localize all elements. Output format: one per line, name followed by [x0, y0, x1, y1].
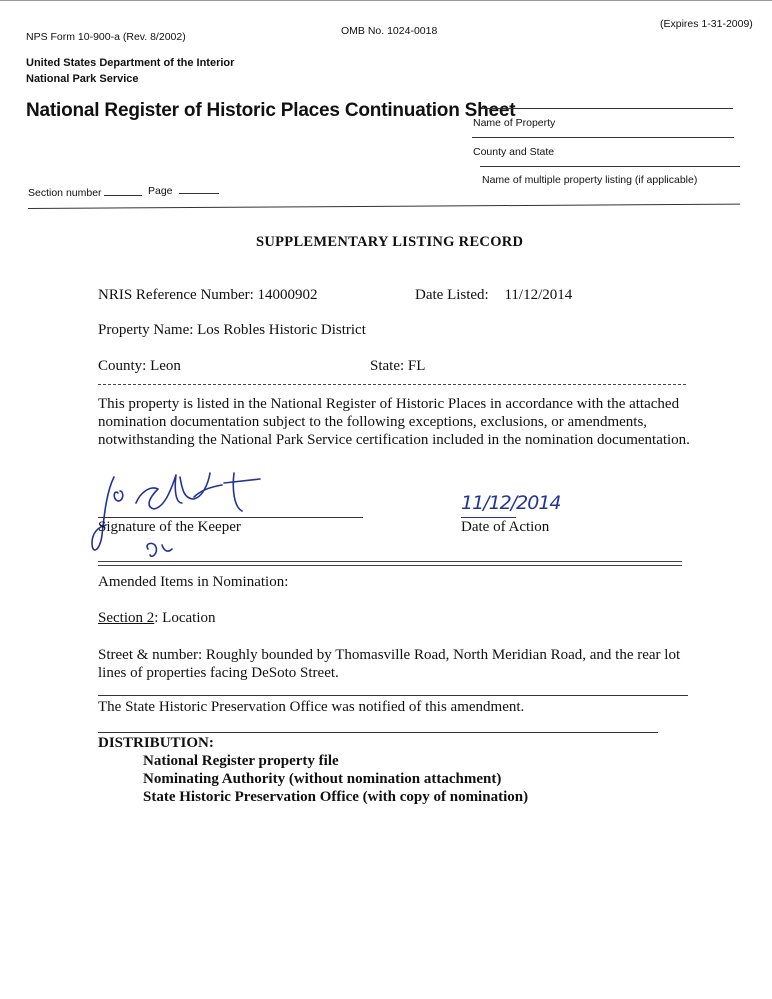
date-listed-label: Date Listed:: [415, 287, 489, 303]
signature-line: [98, 517, 363, 518]
distribution-item: Nominating Authority (without nomination attachment): [143, 771, 502, 787]
amended-heading: Amended Items in Nomination:: [98, 574, 289, 590]
county-state-label: County and State: [473, 146, 555, 158]
listing-statement: This property is listed in the National Register of Historic Places in accordance with the attached nomination documentation subject to the following exceptions, exclusions, or amendments, notwithstanding the National Park Service certification included in the nomination documentation.: [98, 396, 690, 448]
distribution-heading: DISTRIBUTION:: [98, 735, 214, 751]
form-number: NPS Form 10-900-a (Rev. 8/2002): [26, 31, 186, 43]
multiple-listing-label: Name of multiple property listing (if applicable): [482, 174, 698, 186]
amendment-line-1: [98, 695, 688, 696]
distribution-item: State Historic Preservation Office (with copy of nomination): [143, 789, 529, 805]
section-number-field: [28, 185, 142, 199]
page-field: [148, 183, 219, 197]
section-number-label: Section number: [28, 187, 102, 199]
date-underline: [461, 517, 516, 518]
street-number: Street & number: Roughly bounded by Thomasville Road, North Meridian Road, and the rear lot lines of properties facing DeSoto Street.: [98, 647, 681, 681]
section-location: [98, 610, 215, 627]
date-listed-value: 11/12/2014: [504, 287, 573, 303]
shpo-note: The State Historic Preservation Office was notified of this amendment.: [98, 699, 525, 715]
keeper-signature: [84, 463, 274, 563]
distribution-item: National Register property file: [143, 753, 339, 769]
date-of-action-label: Date of Action: [461, 519, 550, 535]
handwritten-date: 11/12/2014: [461, 492, 561, 514]
state: [370, 358, 425, 375]
state-value: FL: [407, 358, 426, 374]
dashed-separator: [98, 384, 686, 385]
sheet-title: National Register of Historic Places Continuation Sheet: [26, 100, 516, 121]
county-value: Leon: [150, 358, 181, 374]
state-label: State:: [370, 358, 405, 374]
top-border: [0, 0, 772, 1]
record-heading: SUPPLEMENTARY LISTING RECORD: [256, 234, 524, 250]
page-label: Page: [148, 185, 173, 197]
header-separator: [28, 204, 740, 209]
nris-value: 14000902: [257, 287, 318, 303]
county-state-line: [472, 137, 734, 138]
signature-label: Signature of the Keeper: [98, 519, 241, 535]
multiple-listing-line: [480, 166, 740, 167]
section-number-blank: [104, 185, 142, 196]
section-value: : Location: [154, 610, 216, 626]
section-label: Section 2: [98, 610, 155, 626]
omb-number: OMB No. 1024-0018: [341, 25, 438, 37]
nris-reference: [98, 287, 318, 304]
county: [98, 358, 181, 375]
county-label: County:: [98, 358, 147, 374]
expiration: (Expires 1-31-2009): [660, 18, 753, 30]
name-of-property-label: Name of Property: [473, 117, 556, 129]
amendment-line-2: [98, 732, 658, 733]
name-of-property-line: [481, 108, 733, 109]
double-separator: [98, 561, 682, 566]
date-listed: [415, 287, 572, 304]
property-name-value: Los Robles Historic District: [197, 322, 366, 338]
nris-label: NRIS Reference Number:: [98, 287, 254, 303]
property-name: [98, 322, 366, 339]
page-blank: [179, 183, 219, 194]
department: United States Department of the Interior: [26, 57, 235, 69]
property-name-label: Property Name:: [98, 322, 194, 338]
agency: National Park Service: [26, 73, 139, 85]
